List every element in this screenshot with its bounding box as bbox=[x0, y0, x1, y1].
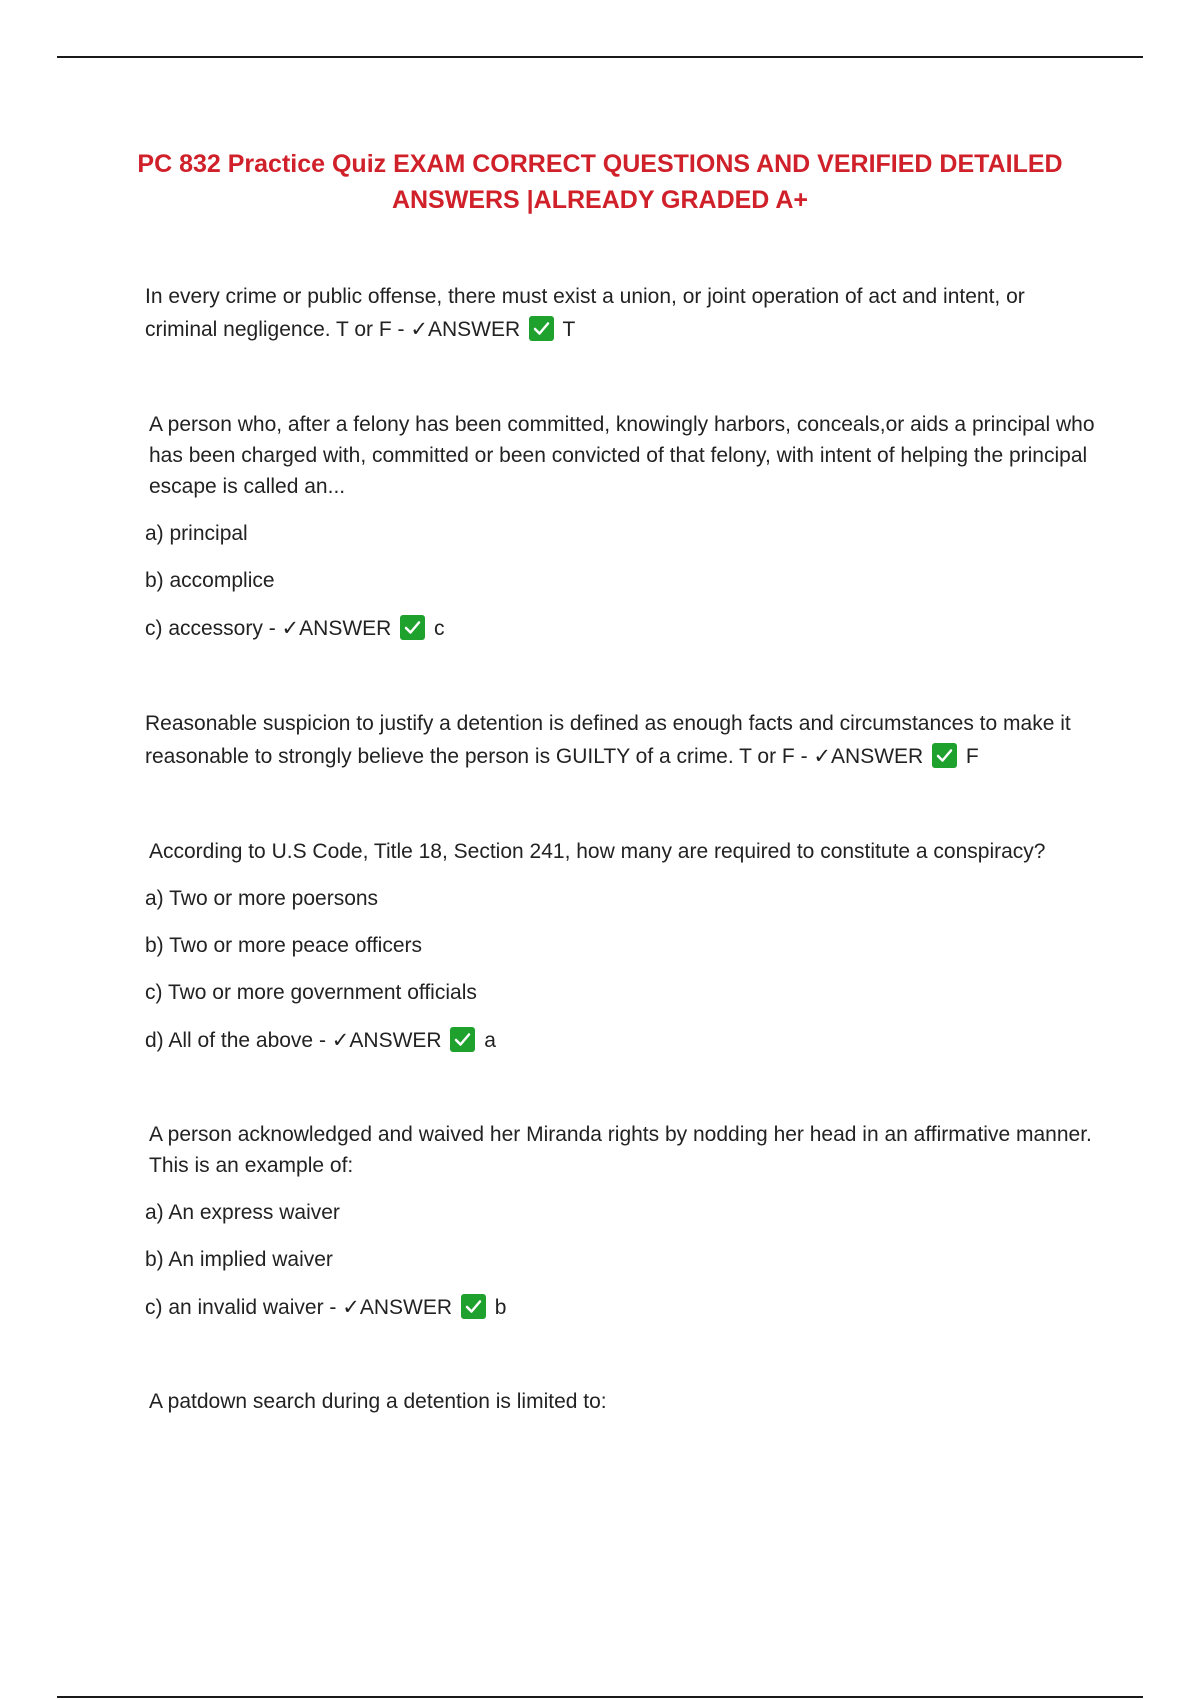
question-2-option-b: b) accomplice bbox=[145, 569, 275, 592]
question-3-text bbox=[145, 707, 1095, 773]
question-5-option-a: a) An express waiver bbox=[145, 1201, 340, 1224]
spacer bbox=[145, 1323, 1095, 1386]
title-line-1: PC 832 Practice Quiz EXAM CORRECT QUESTIONS AND VERIFIED DETAILED bbox=[137, 150, 1063, 178]
answer-value: c bbox=[434, 617, 445, 640]
question-3-body: Reasonable suspicion to justify a detention is defined as enough facts and circumstances to make it reasonable to strongly believe the person is GUILTY of a crime. T or F bbox=[145, 712, 1071, 768]
answer-label: ANSWER bbox=[427, 318, 521, 341]
spacer bbox=[145, 644, 1095, 707]
option-text: d) All of the above bbox=[145, 1029, 319, 1052]
quiz-content bbox=[145, 280, 1095, 1417]
green-check-box-icon bbox=[932, 743, 957, 768]
checkmark-icon: ✓ bbox=[410, 317, 428, 341]
answer-value: T bbox=[562, 318, 576, 341]
spacer bbox=[145, 773, 1095, 836]
question-5-option-c bbox=[145, 1292, 1095, 1323]
answer-label: ANSWER bbox=[831, 745, 924, 768]
question-5 bbox=[145, 1119, 1095, 1323]
answer-separator: - bbox=[800, 745, 814, 768]
question-4 bbox=[145, 836, 1095, 1056]
question-6-text: A patdown search during a detention is limited to: bbox=[149, 1390, 607, 1413]
question-4-text: According to U.S Code, Title 18, Section 241, how many are required to constitute a conspiracy? bbox=[149, 840, 1046, 863]
question-3 bbox=[145, 707, 1095, 773]
green-check-box-icon bbox=[400, 615, 425, 640]
question-5-text: A person acknowledged and waived her Miranda rights by nodding her head in an affirmative manner. This is an example of: bbox=[149, 1123, 1092, 1177]
question-2-option-c bbox=[145, 613, 1095, 644]
question-1-body: In every crime or public offense, there must exist a union, or joint operation of act and intent, or criminal negligence. T or F bbox=[145, 285, 1025, 341]
question-4-option-d bbox=[145, 1025, 1095, 1056]
answer-separator: - bbox=[268, 617, 282, 640]
question-1-text bbox=[145, 280, 1095, 346]
answer-label: ANSWER bbox=[359, 1296, 453, 1319]
answer-value: b bbox=[494, 1296, 507, 1319]
header-rule bbox=[57, 56, 1143, 58]
green-check-box-icon bbox=[450, 1027, 475, 1052]
title-line-2: ANSWERS |ALREADY GRADED A+ bbox=[391, 186, 809, 214]
checkmark-icon: ✓ bbox=[813, 744, 832, 768]
question-4-option-b: b) Two or more peace officers bbox=[145, 934, 423, 957]
answer-separator: - bbox=[318, 1029, 332, 1052]
green-check-box-icon bbox=[529, 316, 554, 341]
answer-label: ANSWER bbox=[299, 617, 392, 640]
answer-label: ANSWER bbox=[349, 1029, 442, 1052]
question-6 bbox=[145, 1386, 1095, 1417]
question-5-option-b: b) An implied waiver bbox=[145, 1248, 333, 1271]
green-check-box-icon bbox=[461, 1294, 486, 1319]
answer-separator: - bbox=[329, 1296, 343, 1319]
question-2-option-a: a) principal bbox=[145, 522, 248, 545]
question-4-option-c: c) Two or more government officials bbox=[145, 981, 477, 1004]
question-2-text: A person who, after a felony has been committed, knowingly harbors, conceals,or aids a principal who has been charged with, committed or been convicted of that felony, with intent of helping the principal escape is called an... bbox=[149, 413, 1095, 498]
footer-rule bbox=[57, 1696, 1143, 1698]
question-2 bbox=[145, 409, 1095, 644]
answer-value: a bbox=[484, 1029, 496, 1052]
option-text: c) an invalid waiver bbox=[145, 1296, 330, 1319]
answer-value: F bbox=[965, 745, 979, 768]
option-text: c) accessory bbox=[145, 617, 269, 640]
question-1 bbox=[145, 280, 1095, 346]
spacer bbox=[145, 1056, 1095, 1119]
spacer bbox=[145, 346, 1095, 409]
checkmark-icon: ✓ bbox=[331, 1028, 350, 1052]
document-title bbox=[100, 146, 1100, 218]
checkmark-icon: ✓ bbox=[342, 1295, 360, 1319]
answer-separator: - bbox=[397, 318, 411, 341]
question-4-option-a: a) Two or more poersons bbox=[145, 887, 379, 910]
checkmark-icon: ✓ bbox=[281, 616, 300, 640]
